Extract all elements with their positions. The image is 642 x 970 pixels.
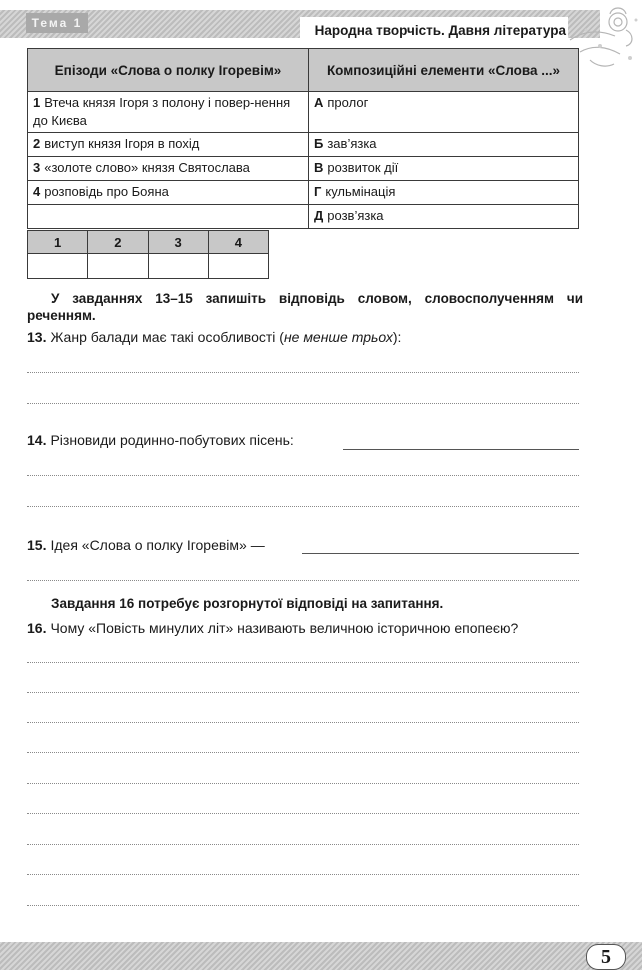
element-cell bbox=[309, 92, 579, 133]
question-number: 15. bbox=[27, 537, 47, 553]
question-text: Жанр балади має такі особливості ( bbox=[50, 329, 284, 345]
element-letter: Д bbox=[314, 208, 324, 223]
question-13 bbox=[27, 329, 583, 345]
answer-cell[interactable] bbox=[148, 254, 208, 279]
element-letter: А bbox=[314, 95, 324, 110]
topic-tab: Тема 1 bbox=[26, 13, 88, 33]
episode-text: виступ князя Ігоря в похід bbox=[44, 136, 200, 151]
answer-grid-label: 3 bbox=[148, 231, 208, 254]
element-text: зав’язка bbox=[327, 136, 377, 151]
answer-grid-label: 4 bbox=[208, 231, 268, 254]
question-number: 16. bbox=[27, 620, 47, 636]
element-letter: В bbox=[314, 160, 324, 175]
episode-cell bbox=[28, 92, 309, 133]
question-16 bbox=[27, 620, 607, 636]
episode-cell bbox=[28, 157, 309, 181]
answer-line[interactable] bbox=[302, 553, 579, 554]
answer-line[interactable] bbox=[27, 475, 579, 476]
element-letter: Г bbox=[314, 184, 322, 199]
table-row bbox=[28, 205, 579, 229]
answer-line[interactable] bbox=[27, 783, 579, 784]
question-text: Чому «Повість минулих літ» називають величною історичною епопеєю? bbox=[50, 620, 519, 636]
episode-text: «золоте слово» князя Святослава bbox=[44, 160, 250, 175]
episode-cell-empty bbox=[28, 205, 309, 229]
question-14 bbox=[27, 432, 347, 448]
answer-line[interactable] bbox=[27, 844, 579, 845]
matching-table bbox=[27, 48, 579, 229]
answer-line[interactable] bbox=[27, 662, 579, 663]
column-header-episodes: Епізоди «Слова о полку Ігоревім» bbox=[28, 49, 309, 92]
episode-number: 3 bbox=[33, 160, 41, 175]
question-text-italic: не менше трьох bbox=[283, 329, 393, 345]
element-text: кульмінація bbox=[325, 184, 396, 199]
answer-grid-header bbox=[28, 231, 269, 254]
episode-cell bbox=[28, 181, 309, 205]
answer-line[interactable] bbox=[27, 506, 579, 507]
answer-line[interactable] bbox=[27, 692, 579, 693]
answer-line[interactable] bbox=[27, 874, 579, 875]
instruction-16: Завдання 16 потребує розгорнутої відповіді на запитання. bbox=[51, 596, 444, 611]
answer-line[interactable] bbox=[343, 449, 579, 450]
table-row bbox=[28, 157, 579, 181]
question-number: 14. bbox=[27, 432, 47, 448]
answer-grid bbox=[27, 230, 269, 279]
episode-number: 4 bbox=[33, 184, 41, 199]
episode-text: Втеча князя Ігоря з полону і повер-нення до Києва bbox=[33, 95, 291, 128]
answer-cell[interactable] bbox=[88, 254, 148, 279]
answer-cell[interactable] bbox=[208, 254, 268, 279]
answer-line[interactable] bbox=[27, 580, 579, 581]
answer-line[interactable] bbox=[27, 813, 579, 814]
question-text: Ідея «Слова о полку Ігоревім» — bbox=[50, 537, 265, 553]
table-row bbox=[28, 133, 579, 157]
instruction-13-15: У завданнях 13–15 запишіть відповідь словом, словосполученням чи реченням. bbox=[27, 291, 583, 323]
element-text: розв’язка bbox=[327, 208, 384, 223]
answer-line[interactable] bbox=[27, 403, 579, 404]
question-number: 13. bbox=[27, 329, 47, 345]
page-header-title: Народна творчість. Давня література bbox=[314, 22, 566, 38]
episode-text: розповідь про Бояна bbox=[44, 184, 169, 199]
page-number: 5 bbox=[586, 944, 626, 970]
answer-grid-inputs bbox=[28, 254, 269, 279]
element-cell bbox=[309, 133, 579, 157]
question-text-tail: ): bbox=[392, 329, 402, 345]
element-cell bbox=[309, 181, 579, 205]
column-header-elements: Композиційні елементи «Слова ...» bbox=[309, 49, 579, 92]
answer-line[interactable] bbox=[27, 752, 579, 753]
element-text: пролог bbox=[327, 95, 369, 110]
question-text: Різновиди родинно-побутових пісень: bbox=[50, 432, 294, 448]
answer-grid-label: 2 bbox=[88, 231, 148, 254]
footer-band bbox=[0, 942, 642, 970]
answer-grid-label: 1 bbox=[28, 231, 88, 254]
table-row bbox=[28, 181, 579, 205]
element-letter: Б bbox=[314, 136, 324, 151]
table-header-row bbox=[28, 49, 579, 92]
answer-line[interactable] bbox=[27, 722, 579, 723]
answer-cell[interactable] bbox=[28, 254, 88, 279]
table-row bbox=[28, 92, 579, 133]
answer-line[interactable] bbox=[27, 372, 579, 373]
answer-line[interactable] bbox=[27, 905, 579, 906]
episode-number: 1 bbox=[33, 95, 41, 110]
element-cell bbox=[309, 205, 579, 229]
question-15 bbox=[27, 537, 307, 553]
episode-cell bbox=[28, 133, 309, 157]
element-text: розвиток дії bbox=[327, 160, 399, 175]
element-cell bbox=[309, 157, 579, 181]
episode-number: 2 bbox=[33, 136, 41, 151]
